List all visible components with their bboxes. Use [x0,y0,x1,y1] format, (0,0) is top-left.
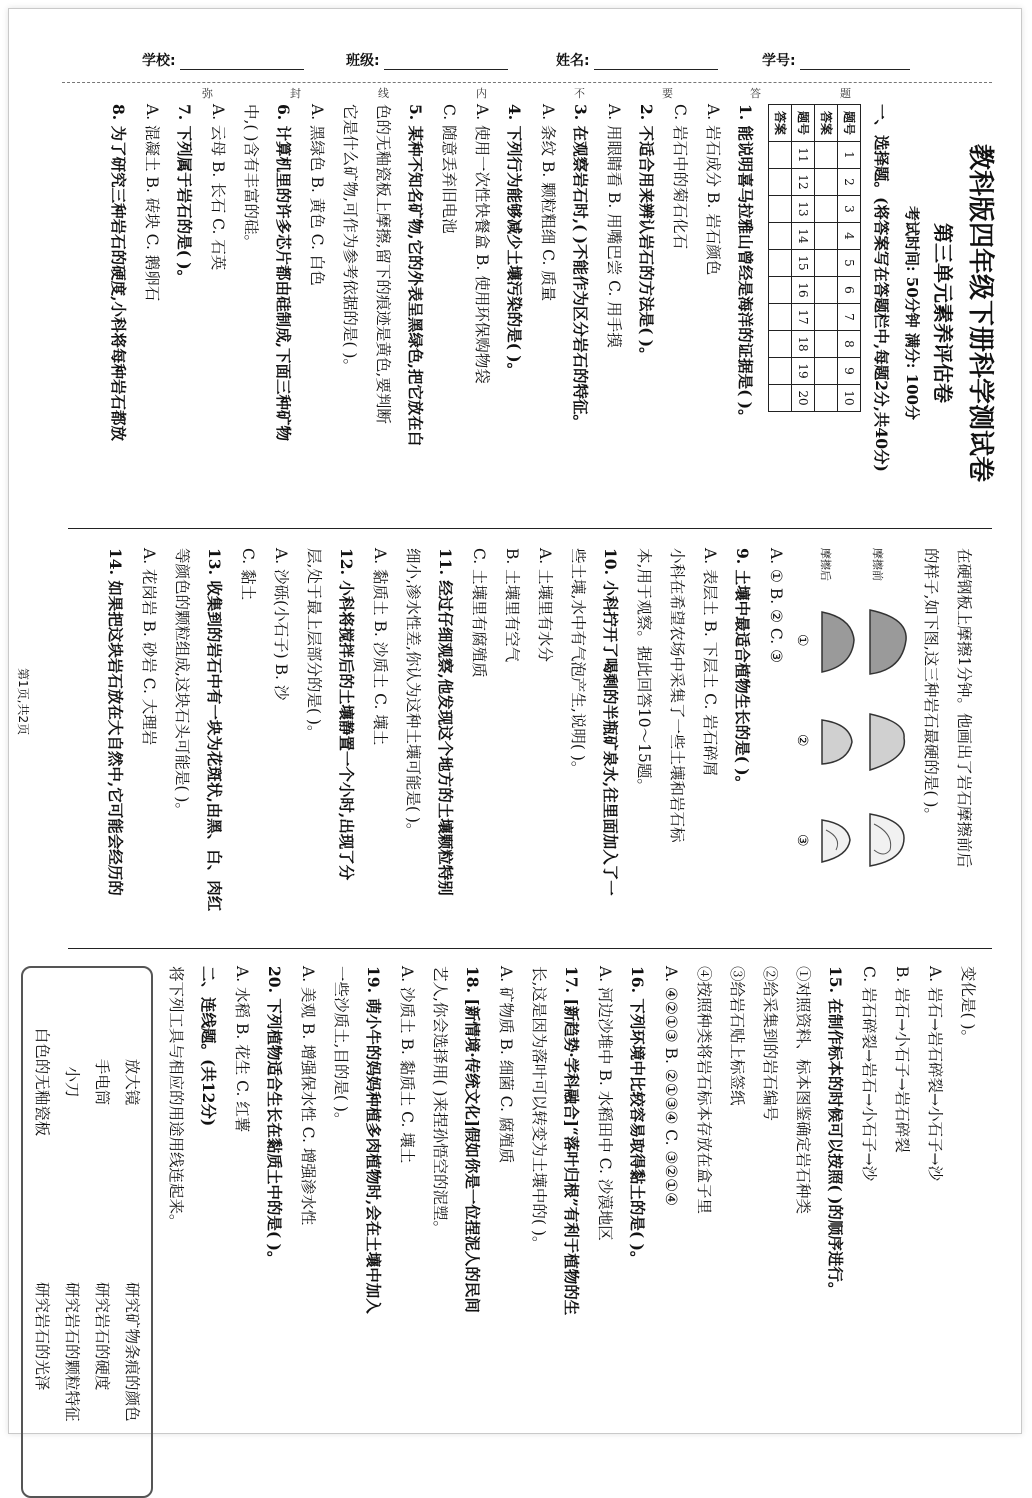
column-1 [72,104,1000,522]
seal-char: 弥 [202,87,213,100]
question-line: 16. 下列环境中比较容易取得黏土的是( )。 [628,966,647,1267]
question-line: 5. 某种不知名矿物,它的外表呈黑绿色,把它放在白 [406,104,425,447]
tool-item[interactable]: 放大镜 [123,1058,141,1106]
use-item[interactable]: 研究岩石的光泽 [33,1282,51,1391]
use-item[interactable]: 研究岩石的硬度 [93,1282,111,1391]
question-line: 12. 小科将搅拌后的土壤静置一个小时,出现了分 [337,548,356,881]
question-line: C. 黏土 [239,548,257,601]
q-num: 14 [792,223,815,250]
question-line: 色的无釉瓷板上摩擦,留下的痕迹是黄色,要判断 [374,104,392,424]
tool-item[interactable]: 白色的无釉瓷板 [33,1027,51,1137]
answer-cell[interactable] [769,250,792,277]
answer-cell[interactable] [815,331,838,358]
question-line: C. 岩石碎裂→岩石→小石子→沙 [860,966,878,1182]
question-line: 2. 不适合用来辨认岩石的方法是( )。 [637,104,656,363]
answer-cell[interactable] [769,331,792,358]
matching-box [21,966,153,1498]
rock-3 [822,814,904,866]
answer-cell[interactable] [815,142,838,169]
question-line: A. 使用一次性快餐盒 B. 使用环保购物袋 [473,104,491,384]
column-divider [68,948,992,949]
answer-cell[interactable] [815,250,838,277]
answer-table-row [815,105,838,412]
answer-table-row [769,105,792,412]
question-line: A. 河边沙堆中 B. 水稻田中 C. 沙漠地区 [596,966,614,1241]
section2-instruction: 将下列工具与相应的用途用线连起来。 [167,966,185,1230]
section2-heading: 二、连线题。(共12分) [199,966,218,1127]
question-line: 1. 能说明喜马拉雅山曾经是海洋的证据是( )。 [736,104,755,425]
questions-9-14 [99,548,792,946]
q-num: 10 [838,385,861,412]
q-num: 2 [838,169,861,196]
match-row [57,982,87,1482]
exam-info: 考试时间: 50分钟 满分: 100分 [903,206,921,420]
school-blank[interactable] [180,55,304,70]
question-line: 4. 下列行为能够减少土壤污染的是( )。 [505,104,524,379]
question-line: A. 矿物质 B. 细菌 C. 腐殖质 [497,966,515,1164]
question-line: 本,用于观察。据此回答10～15题。 [635,548,653,794]
question-line: ②给采集到的岩石编号 [761,966,779,1122]
id-label: 学号: [762,53,796,69]
answer-cell[interactable] [769,169,792,196]
id-field[interactable] [762,50,910,70]
question-line: 9. 土壤中最适合植物生长的是( )。 [733,548,752,792]
question-line: A. ① B. ② C. ③ [767,548,785,663]
q-num: 6 [838,277,861,304]
seal-char: 要 [662,87,673,100]
seal-char: 内 [476,87,487,100]
question-line: 些土壤,水中有气泡产生,说明( )。 [569,548,587,777]
question-line: 层,处于最上层部分的是( )。 [305,548,323,741]
class-blank[interactable] [384,55,508,70]
rock-mark: ③ [794,834,810,847]
seal-char: 线 [378,87,389,100]
question-line: A. 条纹 B. 颗粒粗细 C. 质量 [539,104,557,302]
question-line: 长,这是因为落叶可以转变为土壤中的( )。 [530,966,548,1252]
question-line: 14. 如果把这块岩石放在大自然中,它可能会经历的 [106,548,125,896]
q-num: 3 [838,196,861,223]
questions-1-8 [102,104,762,522]
use-item[interactable]: 研究岩石的颗粒特征 [63,1282,81,1422]
answer-cell[interactable] [815,196,838,223]
column-divider [68,528,992,529]
question-line: B. 土壤里有空气 [503,548,521,663]
match-row [87,982,117,1482]
school-field[interactable] [142,50,304,70]
q-num: 11 [792,142,815,169]
name-field[interactable] [556,50,718,70]
rock-figure [792,548,914,908]
seal-char: 封 [290,87,301,100]
question-line: 20. 下列植物适合生长在黏质土中的是( )。 [265,966,284,1267]
question-line: A. 沙砾(小石子) B. 沙 [272,548,290,701]
question-line: A. 表层土 B. 下层土 C. 岩石碎屑 [701,548,719,777]
table-header: 题号 [792,105,815,142]
rock-mark: ① [794,634,810,647]
name-label: 姓名: [556,53,590,69]
page-footer: 第1页,共2页 [16,668,30,736]
table-header: 答案 [815,105,838,142]
question-line: 细小,渗水性差,你认为这种土壤可能是( )。 [404,548,422,839]
q-num: 5 [838,250,861,277]
answer-cell[interactable] [815,223,838,250]
answer-table-row [792,105,815,412]
question-line: 在硬钢板上摩擦1分钟。他画出了岩石摩擦前后 [955,548,973,868]
question-line: C. 随意丢弃旧电池 [440,104,458,234]
answer-cell[interactable] [815,169,838,196]
question-line: 的样子,如下图,这三种岩石最硬的是( )。 [922,548,940,823]
column-3 [33,966,984,1422]
answer-cell[interactable] [769,142,792,169]
exam-subtitle: 第三单元素养评估卷 [931,223,955,403]
q-num: 15 [792,250,815,277]
q-num: 8 [838,331,861,358]
rock-1 [822,610,906,674]
question-line: A. 岩石成分 B. 岩石颜色 [704,104,722,276]
answer-cell[interactable] [769,358,792,385]
question-line: 13. 收集到的岩石中有一块为花斑状,由黑、白、肉红 [205,548,224,912]
question-line: A. 岩石→岩石碎裂→小石子→沙 [926,966,944,1182]
question-line: 7. 下列属于岩石的是( )。 [175,104,194,286]
rock-mark: ② [794,734,810,747]
seal-char: 答 [750,87,761,100]
after-label: 摩擦后 [819,548,832,581]
q-num: 17 [792,304,815,331]
question-line: A. 混凝土 B. 砖块 C. 鹅卵石 [143,104,161,302]
question-line: A. 黏质土 B. 沙质土 C. 壤土 [371,548,389,746]
question-line: 中,( )含有丰富的硅。 [242,104,260,250]
question-line: 19. 萌小牛的妈妈种植多肉植物时,会在土壤中加入 [364,966,383,1314]
answer-cell[interactable] [815,385,838,412]
q-num: 18 [792,331,815,358]
question-line: A. 美观 B. 增强保水性 C. 增强渗水性 [299,966,317,1226]
questions-14-20 [225,966,984,1394]
question-line: ③给岩石贴上标签纸 [728,966,746,1106]
answer-cell[interactable] [815,358,838,385]
question-line: A. 用眼睛看 B. 用嘴巴尝 C. 用手摸 [605,104,623,348]
question-line: 变化是( )。 [959,966,977,1046]
answer-cell[interactable] [815,277,838,304]
table-header: 答案 [769,105,792,142]
question-line: C. 土壤里有腐殖质 [470,548,488,678]
rock-drawings [792,588,914,908]
q-num: 4 [838,223,861,250]
question-line: 11. 经过仔细观察,他发现这个地方的土壤颗粒特别 [436,548,455,896]
question-line: 艺人,你会选择用( )来捏孙悟空的泥塑。 [431,966,449,1236]
question-line: 17. [新趋势·学科融合]“落叶归根”有利于植物的生 [562,966,581,1316]
question-line: 3. 在观察岩石时,( )不能作为区分岩石的特征。 [571,104,590,431]
section1-heading: 一、选择题。(将答案写在答题栏中,每题2分,共40分) [872,104,891,472]
class-label: 班级: [346,53,380,69]
answer-cell[interactable] [769,304,792,331]
seal-line [62,82,992,101]
seal-char: 不 [574,87,585,100]
question-line: 8. 为了研究三种岩石的硬度,小科将每种岩石都放 [109,104,128,441]
match-row [27,982,57,1482]
q-num: 7 [838,304,861,331]
q-num: 1 [838,142,861,169]
answer-cell[interactable] [769,277,792,304]
name-blank[interactable] [594,55,718,70]
question-line: 等颜色的颗粒组成,这块石头可能是( )。 [173,548,191,818]
question-line: 18. [新情境·传统文化]假如你是一位捏泥人的民间 [463,966,482,1313]
answer-cell[interactable] [769,223,792,250]
q-num: 13 [792,196,815,223]
question-8-continued [914,548,980,946]
q-num: 12 [792,169,815,196]
answer-cell[interactable] [815,304,838,331]
q-num: 19 [792,358,815,385]
tool-item[interactable]: 手电筒 [93,1058,111,1106]
before-label: 摩擦前 [871,548,884,581]
answer-cell[interactable] [769,385,792,412]
question-line: A. 花岗岩 B. 砂岩 C. 大理岩 [140,548,158,746]
q-num: 9 [838,358,861,385]
student-info-row [0,50,1032,74]
answer-table [768,104,861,412]
column-2 [76,548,980,946]
question-line: A. ④②①③ B. ②①③④ C. ③②①④ [662,966,680,1207]
id-blank[interactable] [800,55,910,70]
q-num: 16 [792,277,815,304]
question-line: ④按照种类将岩石标本存放在盒子里 [695,966,713,1215]
question-line: A. 水稻 B. 花生 C. 红薯 [233,966,251,1133]
school-label: 学校: [142,53,176,69]
answer-table-row [838,105,861,412]
tool-item[interactable]: 小刀 [63,1066,81,1098]
question-line: A. 黑绿色 B. 黄色 C. 白色 [308,104,326,286]
table-header: 题号 [838,105,861,142]
rock-2 [822,714,904,770]
q-num: 20 [792,385,815,412]
question-line: A. 土壤里有水分 [536,548,554,663]
match-row [117,982,147,1482]
question-line: ①对照资料、标本图鉴确定岩石种类 [794,966,812,1215]
use-item[interactable]: 研究矿物条痕的颜色 [123,1282,141,1422]
question-line: 6. 计算机里的许多芯片都由硅制成,下面三种矿物 [274,104,293,441]
question-line: 小科在希望农场中采集了一些土壤和岩石标 [668,548,686,843]
answer-cell[interactable] [769,196,792,223]
question-line: A. 云母 B. 长石 C. 石英 [209,104,227,271]
question-line: 它是什么矿物,可作为参考依据的是( )。 [341,104,359,374]
question-line: 10. 小科拧开了喝剩的半瓶矿泉水,往里面加入了一 [601,548,620,896]
question-line: B. 岩石→小石子→岩石碎裂 [893,966,911,1153]
seal-char: 题 [840,87,851,100]
question-line: 15. 在制作标本的时候可以按照( )的顺序进行。 [826,966,845,1298]
question-line: 一些沙质土,目的是( )。 [332,966,350,1128]
question-line: C. 岩石中的菊石化石 [671,104,689,250]
class-field[interactable] [346,50,508,70]
question-line: A. 沙质土 B. 黏质土 C. 壤土 [398,966,416,1164]
exam-title: 教科版四年级下册科学测试卷 [965,143,995,482]
